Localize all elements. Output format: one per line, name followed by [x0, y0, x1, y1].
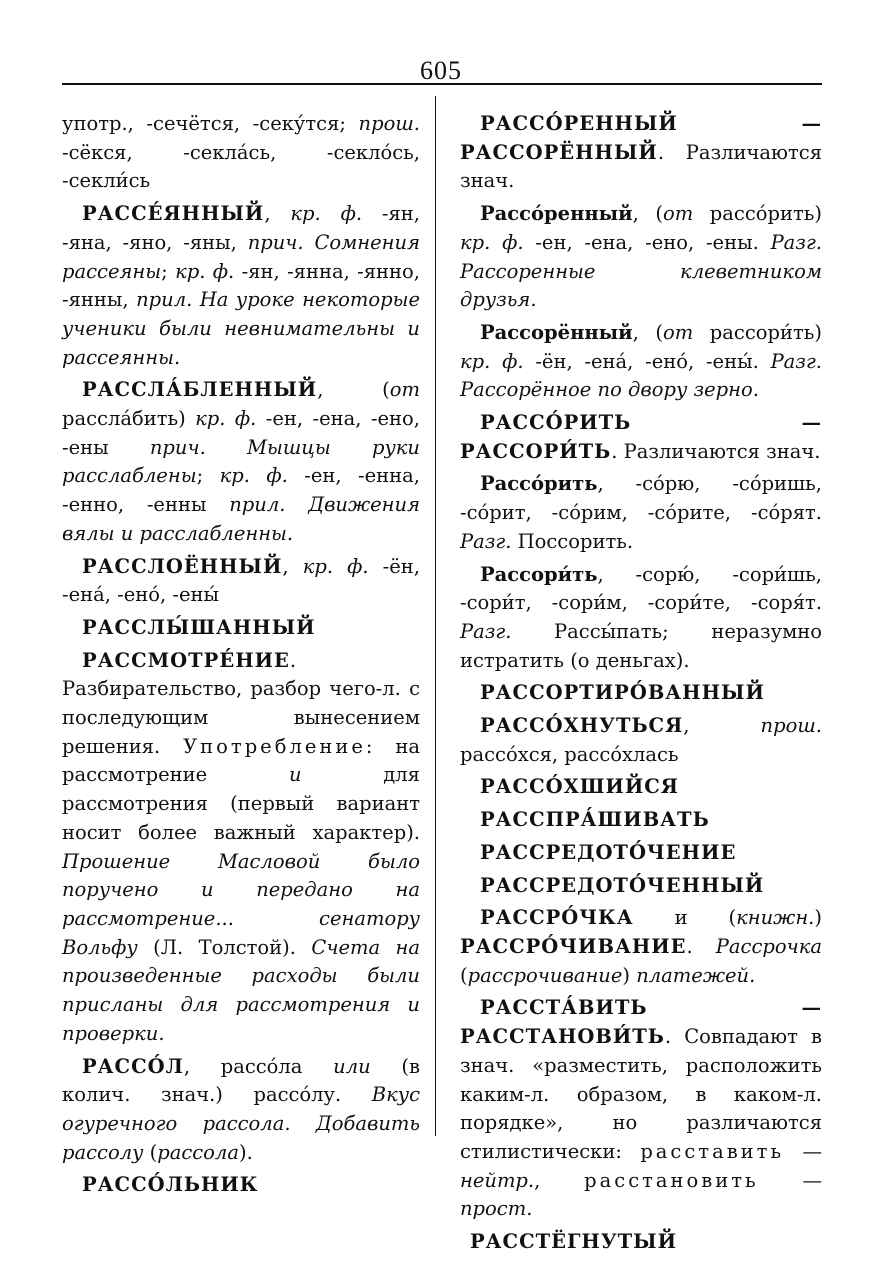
- entry-text: , (: [632, 202, 664, 226]
- page-number: 605: [420, 56, 462, 85]
- entry-text: -ен, -ена, -ено, -ены: [62, 407, 420, 459]
- entry-text: (в колич. знач.) рассо́лу.: [62, 1054, 420, 1107]
- dictionary-entry: [460, 1228, 822, 1257]
- entry-text: -ён, -ена́, -ено́, -ены́.: [523, 349, 771, 373]
- header-rule: [62, 83, 822, 85]
- left-column: [62, 110, 420, 1204]
- entry-heading: РАССО́ЛЬНИК: [82, 1173, 259, 1197]
- dictionary-entry: [460, 712, 822, 769]
- entry-text: ).: [238, 1140, 253, 1164]
- italic-text: рассола: [157, 1140, 239, 1164]
- entry-text: ): [622, 963, 637, 987]
- headword: Рассорённый: [480, 320, 633, 344]
- italic-text: Разг.: [460, 619, 512, 643]
- dictionary-entry: [460, 200, 822, 315]
- entry-text: (Л. Толстой).: [137, 935, 312, 959]
- entry-text: (: [143, 1140, 158, 1164]
- dictionary-entry: [460, 806, 822, 835]
- entry-heading: РАССПРА́ШИВАТЬ: [480, 808, 710, 832]
- entry-heading: РАССРО́ЧКА: [480, 906, 634, 930]
- entry-text: для рассмотрения (первый вариант носит более важный характер).: [62, 763, 420, 844]
- italic-text: кр. ф.: [460, 230, 524, 254]
- entry-text: Поссорить.: [511, 529, 634, 553]
- headword: Рассо́рить: [480, 472, 598, 496]
- entry-text: ,: [534, 1168, 585, 1192]
- headword: Рассори́ть: [480, 562, 598, 586]
- column-divider: [435, 96, 436, 1136]
- italic-text: кр. ф.: [290, 202, 363, 226]
- spaced-term: расставить: [640, 1139, 785, 1163]
- dictionary-entry: [62, 110, 420, 196]
- entry-text: . Разбирательство, разбор чего-л. с последующим вынесением решения.: [62, 648, 420, 758]
- spaced-term: расстановить: [584, 1168, 759, 1192]
- entry-text: , (: [632, 320, 664, 344]
- right-column: [460, 110, 822, 1261]
- entry-text: -ён, -ена́, -ено́, -ены́: [62, 554, 420, 607]
- entry-text: ,: [264, 202, 291, 226]
- entry-heading: РАССО́ХШИЙСЯ: [480, 775, 679, 799]
- italic-text: прил. На уроке некоторые ученики были невнимательны и рассеянны.: [62, 288, 420, 369]
- italic-text: или: [333, 1054, 371, 1078]
- entry-heading: РАССОРТИРО́ВАННЫЙ: [480, 681, 765, 705]
- entry-heading: РАССТЁГНУТЫЙ: [470, 1230, 678, 1254]
- entry-text: Рассы́пать; неразумно истратить (о деньгах).: [460, 619, 822, 672]
- entry-heading: РАССО́ХНУТЬСЯ: [480, 714, 684, 738]
- dictionary-entry: [460, 561, 822, 676]
- dictionary-entry: [62, 647, 420, 1049]
- entry-text: рассла́бить): [62, 407, 196, 431]
- entry-text: , (: [317, 378, 390, 402]
- entry-text: . Различаются знач.: [460, 140, 822, 193]
- entry-text: и (: [633, 906, 737, 930]
- headword: Рассо́ренный: [480, 202, 633, 226]
- dictionary-entry: [460, 904, 822, 990]
- entry-text: -ян, -янна, -янно, -янны,: [62, 259, 420, 312]
- italic-text: кр. ф.: [219, 464, 288, 488]
- entry-text: . Различаются знач.: [611, 439, 821, 463]
- entry-text: рассори́ть): [693, 320, 822, 344]
- italic-text: прил. Движения вялы и расслабленны.: [62, 493, 420, 545]
- entry-heading: РАССЛА́БЛЕННЫЙ: [82, 378, 318, 402]
- dictionary-entry: [62, 376, 420, 548]
- entry-heading: РАССО́РЕННЫЙ — РАССОРЁННЫЙ: [460, 112, 822, 164]
- italic-text: Разг.: [460, 529, 512, 553]
- italic-text: книжн.: [736, 906, 815, 930]
- entry-heading: РАССТА́ВИТЬ — РАССТАНОВИ́ТЬ: [460, 996, 822, 1049]
- italic-text: Прошение Масловой было поручено и передано на рассмотрение... сенатору Вольфу: [62, 849, 420, 959]
- entry-text: —: [758, 1168, 822, 1192]
- entry-text: ;: [196, 464, 220, 488]
- italic-text: прош.: [760, 714, 822, 738]
- entry-heading: РАССО́РИТЬ — РАССОРИ́ТЬ: [460, 411, 822, 463]
- italic-text: кр. ф.: [195, 407, 257, 431]
- entry-heading: РАССМОТРЕ́НИЕ: [82, 648, 290, 672]
- entry-text: . Совпадают в знач. «разместить, расположить каким-л. образом, в каком-л. порядке», но различаются стилистически:: [460, 1025, 822, 1163]
- entry-text: рассо́рить): [693, 202, 822, 226]
- entry-text: ;: [161, 259, 176, 283]
- dictionary-entry: [460, 470, 822, 556]
- italic-text: от: [663, 202, 694, 226]
- dictionary-entry: [460, 994, 822, 1224]
- italic-text: и: [288, 763, 302, 787]
- italic-text: от: [389, 378, 420, 402]
- entry-text: , -со́рю, -со́ришь, -со́рит, -со́рим, -со́рите, -со́рят.: [460, 472, 822, 525]
- dictionary-entry: [62, 614, 420, 643]
- dictionary-entry: [62, 553, 420, 610]
- dictionary-entry: [460, 839, 822, 868]
- entry-heading: РАССРО́ЧИВАНИЕ: [460, 934, 687, 958]
- dictionary-entry: [460, 872, 822, 901]
- entry-text: , рассо́ла: [183, 1054, 334, 1078]
- entry-text: рассо́хся, рассо́хлась: [460, 742, 679, 766]
- entry-text: ): [814, 906, 822, 930]
- italic-text: Разг. Рассорённое по двору зерно.: [460, 349, 822, 402]
- italic-text: платежей.: [636, 963, 756, 987]
- dictionary-entry: [460, 319, 822, 405]
- italic-text: Счета на произведенные расходы были присланы для рассмотрения и проверки.: [62, 935, 420, 1045]
- entry-heading: РАССРЕДОТО́ЧЕНИЕ: [480, 840, 737, 864]
- entry-heading: РАССЕ́ЯННЫЙ: [82, 202, 265, 226]
- entry-text: -ен, -енна, -енно, -енны: [62, 464, 420, 517]
- entry-text: -ен, -ена, -ено, -ены.: [523, 230, 771, 254]
- italic-text: прост.: [460, 1197, 533, 1221]
- dictionary-entry: [460, 773, 822, 802]
- entry-text: .: [686, 934, 716, 958]
- dictionary-entry: [62, 200, 420, 372]
- italic-text: кр. ф.: [460, 349, 524, 373]
- italic-text: рассрочивание: [467, 963, 623, 987]
- dictionary-entry: [460, 679, 822, 708]
- entry-heading: РАССЛЫ́ШАННЫЙ: [82, 615, 316, 639]
- entry-text: ,: [683, 714, 761, 738]
- entry-text: (: [460, 963, 468, 987]
- spaced-term: Употребление: [183, 734, 366, 758]
- dictionary-entry: [62, 1053, 420, 1168]
- italic-text: Разг. Рассоренные клеветником друзья.: [460, 230, 822, 312]
- entry-text: , -сорю́, -сори́шь, -сори́т, -сори́м, -сори́те, -соря́т.: [460, 562, 822, 615]
- entry-heading: РАССО́Л: [82, 1054, 184, 1078]
- entry-text: употр., -сечётся, -секу́тся;: [62, 112, 359, 135]
- entry-heading: РАССЛОЁННЫЙ: [82, 554, 283, 578]
- italic-text: Вкус огуречного рассола. Добавить рассолу: [62, 1083, 420, 1164]
- italic-text: прич. Мышцы руки расслаблены: [62, 435, 420, 488]
- italic-text: прич. Сомнения рассеяны: [62, 230, 420, 283]
- dictionary-entry: [460, 110, 822, 196]
- italic-text: Рассрочка: [715, 934, 822, 958]
- entry-text: -сёкся, -секла́сь, -секло́сь, -секли́сь: [62, 140, 420, 193]
- entry-text: : на рассмотрение: [62, 734, 420, 787]
- italic-text: от: [663, 320, 694, 344]
- italic-text: кр. ф.: [302, 554, 369, 578]
- entry-heading: РАССРЕДОТО́ЧЕННЫЙ: [480, 873, 765, 897]
- italic-text: нейтр.: [460, 1168, 535, 1192]
- entry-text: —: [784, 1139, 822, 1163]
- dictionary-entry: [460, 409, 822, 466]
- italic-text: кр. ф.: [175, 259, 235, 283]
- italic-text: прош.: [358, 112, 420, 135]
- dictionary-entry: [62, 1171, 420, 1200]
- entry-text: -ян, -яна, -яно, -яны,: [62, 202, 420, 254]
- entry-text: ,: [282, 554, 303, 578]
